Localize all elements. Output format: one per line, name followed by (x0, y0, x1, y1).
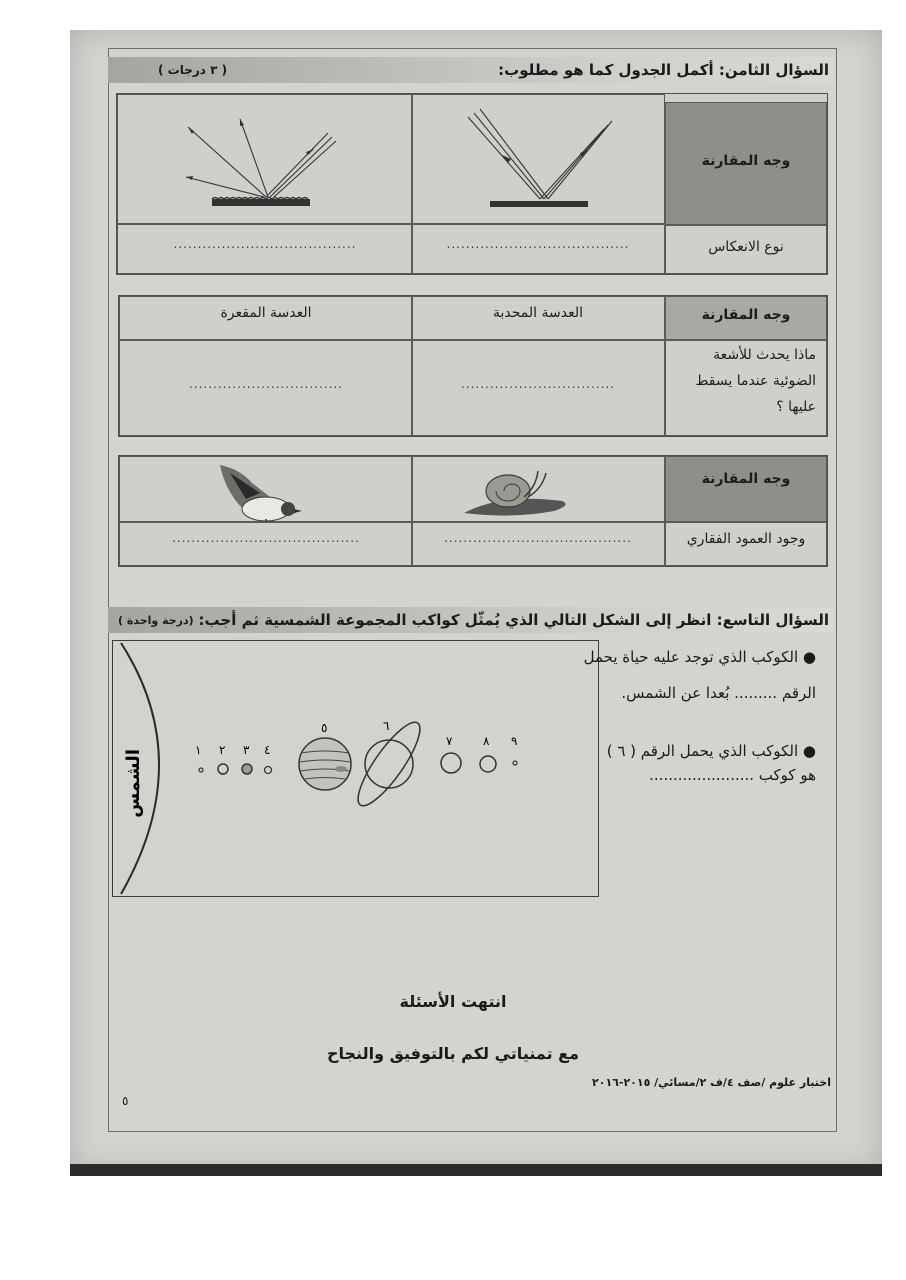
q9-title: السؤال التاسع: انظر إلى الشكل التالي الذي يُمثّل كواكب المجموعة الشمسية ثم أجب: (198, 611, 829, 629)
solar-system-figure (112, 640, 599, 897)
q9-bullet2-text1: الكوكب الذي يحمل الرقم ( ٦ ) (606, 742, 799, 760)
table1-answer-regular[interactable] (411, 224, 665, 274)
table3-header: وجه المقارنة (701, 471, 791, 487)
regular-reflection-diagram (412, 95, 666, 225)
table2-row-label-1: ماذا يحدث للأشعة (713, 347, 816, 363)
table3-answer-dots-1: ....................................... (444, 531, 632, 545)
q8-header-bar (108, 57, 835, 83)
table3-answer-dots-2: ....................................... (172, 531, 360, 545)
reflection-table (116, 93, 828, 275)
diffuse-reflection-cell (117, 94, 413, 224)
page-number: ٥ (122, 1094, 129, 1108)
bird-image (120, 457, 414, 523)
q9-bullet1-line1 (584, 648, 816, 666)
convex-lens-label: العدسة المحدبة (493, 305, 583, 321)
bird-cell (119, 456, 413, 522)
planet-number-6: ٦ (383, 719, 390, 733)
diffuse-reflection-diagram (118, 95, 414, 225)
snail-cell (411, 456, 665, 522)
table3-answer-bird[interactable] (119, 522, 413, 566)
regular-reflection-cell (411, 94, 665, 224)
table2-header-cell (665, 296, 827, 340)
bullet-dot-icon: ● (798, 742, 816, 760)
table2-row-label-2: الضوئية عندما يسقط (695, 373, 816, 389)
table2-answer-dots-2: ................................ (188, 377, 344, 391)
lens-table (118, 295, 828, 437)
bullet-dot-icon: ● (798, 648, 816, 666)
q9-bullet1-text1: الكوكب الذي توجد عليه حياة يحمل (583, 648, 799, 666)
q9-header-bar (108, 607, 835, 633)
concave-header-cell (119, 296, 413, 340)
planet-number-8: ٨ (483, 734, 490, 748)
table2-answer-concave[interactable] (119, 340, 413, 436)
table1-row-label: نوع الانعكاس (708, 239, 784, 255)
q8-grade: ( ٣ درجات ) (158, 63, 228, 77)
solar-system-diagram (113, 641, 598, 896)
paper-bottom-edge (70, 1164, 882, 1176)
table2-row-label-3: عليها ؟ (776, 399, 816, 415)
planet-number-7: ٧ (446, 734, 453, 748)
concave-lens-label: العدسة المقعرة (220, 305, 312, 321)
planet-number-2: ٢ (219, 743, 226, 757)
planet-number-9: ٩ (511, 734, 518, 748)
planet-number-1: ١ (195, 743, 202, 757)
table1-header: وجه المقارنة (701, 153, 791, 169)
planet-number-4: ٤ (264, 743, 271, 757)
table1-header-cell (665, 102, 827, 226)
table2-answer-convex[interactable] (411, 340, 665, 436)
animals-table (118, 455, 828, 567)
table1-answer-diffuse[interactable] (117, 224, 413, 274)
q9-bullet1-line2: الرقم ......... بُعدا عن الشمس. (621, 684, 816, 702)
exam-info: اختبار علوم /صف ٤/ف ٢/مسائي/ ٢٠١٥-٢٠١٦ (592, 1076, 831, 1089)
table1-label-cell (665, 224, 827, 274)
convex-header-cell (411, 296, 665, 340)
table2-label-cell (665, 340, 827, 436)
good-luck-wish: مع تمنياتي لكم بالتوفيق والنجاح (326, 1044, 580, 1063)
table3-label-cell (665, 522, 827, 566)
table1-answer-dots-2: ...................................... (173, 237, 357, 251)
q9-grade: (درجة واحدة ) (118, 613, 194, 627)
planet-number-3: ٣ (243, 743, 250, 757)
sun-label: الشمس (123, 749, 144, 818)
end-of-questions: انتهت الأسئلة (399, 992, 507, 1011)
table3-header-cell (665, 456, 827, 522)
q9-bullet2-line2: هو كوكب ...................... (649, 766, 816, 784)
q9-bullet2-line1 (607, 742, 816, 760)
table3-row-label: وجود العمود الفقاري (686, 531, 806, 547)
table3-answer-snail[interactable] (411, 522, 665, 566)
planet-number-5: ٥ (321, 721, 328, 735)
table2-header: وجه المقارنة (701, 307, 791, 323)
snail-image (412, 457, 666, 523)
table1-answer-dots-1: ...................................... (446, 237, 630, 251)
table2-answer-dots-1: ................................ (460, 377, 616, 391)
q8-title: السؤال الثامن: أكمل الجدول كما هو مطلوب: (498, 61, 829, 79)
